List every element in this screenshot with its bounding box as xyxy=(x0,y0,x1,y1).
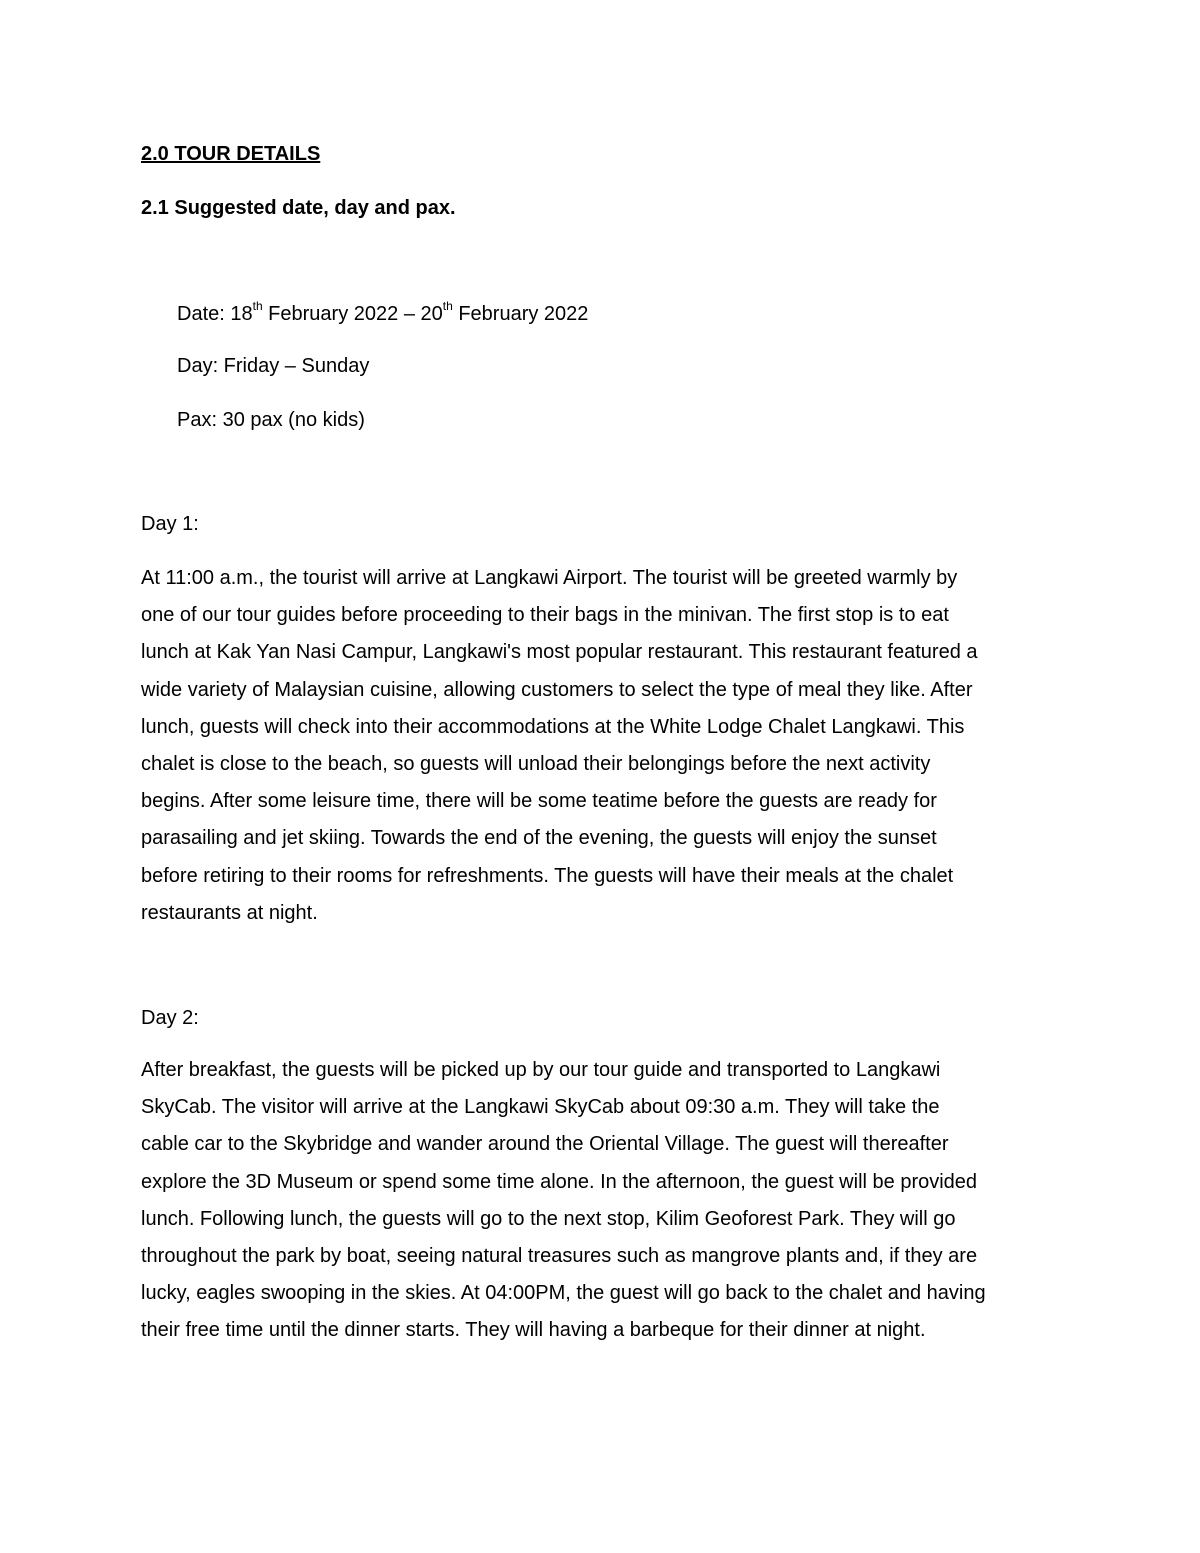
text-line: before retiring to their rooms for refreshments. The guests will have their meals at the chalet xyxy=(141,864,954,887)
text-line: explore the 3D Museum or spend some time alone. In the afternoon, the guest will be provided xyxy=(141,1170,978,1193)
text-line: lunch at Kak Yan Nasi Campur, Langkawi's most popular restaurant. This restaurant featured a xyxy=(141,641,978,664)
day1-paragraph xyxy=(141,560,1071,932)
text-line: lunch, guests will check into their accommodations at the White Lodge Chalet Langkawi. This xyxy=(141,715,965,738)
tour-pax: Pax: 30 pax (no kids) xyxy=(177,409,365,431)
text-line: After breakfast, the guests will be picked up by our tour guide and transported to Langkawi xyxy=(141,1059,941,1081)
text-line: one of our tour guides before proceeding to their bags in the minivan. The first stop is to eat xyxy=(141,604,949,627)
tour-date: Date: 18th February 2022 – 20th February 2022 xyxy=(177,299,589,325)
section-title: 2.0 TOUR DETAILS xyxy=(141,143,321,165)
text-line: chalet is close to the beach, so guests will unload their belongings before the next activity xyxy=(141,753,931,776)
text-line: begins. After some leisure time, there will be some teatime before the guests are ready for xyxy=(141,790,937,813)
text-line: cable car to the Skybridge and wander around the Oriental Village. The guest will thereafter xyxy=(141,1133,949,1156)
tour-day: Day: Friday – Sunday xyxy=(177,355,370,377)
day2-label: Day 2: xyxy=(141,1007,199,1029)
text-line: lucky, eagles swooping in the skies. At 04:00PM, the guest will go back to the chalet and having xyxy=(141,1282,986,1305)
text-line: SkyCab. The visitor will arrive at the Langkawi SkyCab about 09:30 a.m. They will take the xyxy=(141,1096,940,1119)
text-line: their free time until the dinner starts. They will having a barbeque for their dinner at night. xyxy=(141,1319,926,1342)
text-line: throughout the park by boat, seeing natural treasures such as mangrove plants and, if they are xyxy=(141,1245,978,1268)
day1-label: Day 1: xyxy=(141,513,199,535)
text-line: lunch. Following lunch, the guests will go to the next stop, Kilim Geoforest Park. They will go xyxy=(141,1207,956,1230)
text-line: parasailing and jet skiing. Towards the end of the evening, the guests will enjoy the sunset xyxy=(141,827,937,850)
subsection-title: 2.1 Suggested date, day and pax. xyxy=(141,197,456,219)
text-line: At 11:00 a.m., the tourist will arrive at Langkawi Airport. The tourist will be greeted warmly by xyxy=(141,567,958,589)
day2-paragraph xyxy=(141,1052,1071,1350)
text-line: wide variety of Malaysian cuisine, allowing customers to select the type of meal they like. After xyxy=(141,678,973,701)
text-line: restaurants at night. xyxy=(141,901,318,924)
